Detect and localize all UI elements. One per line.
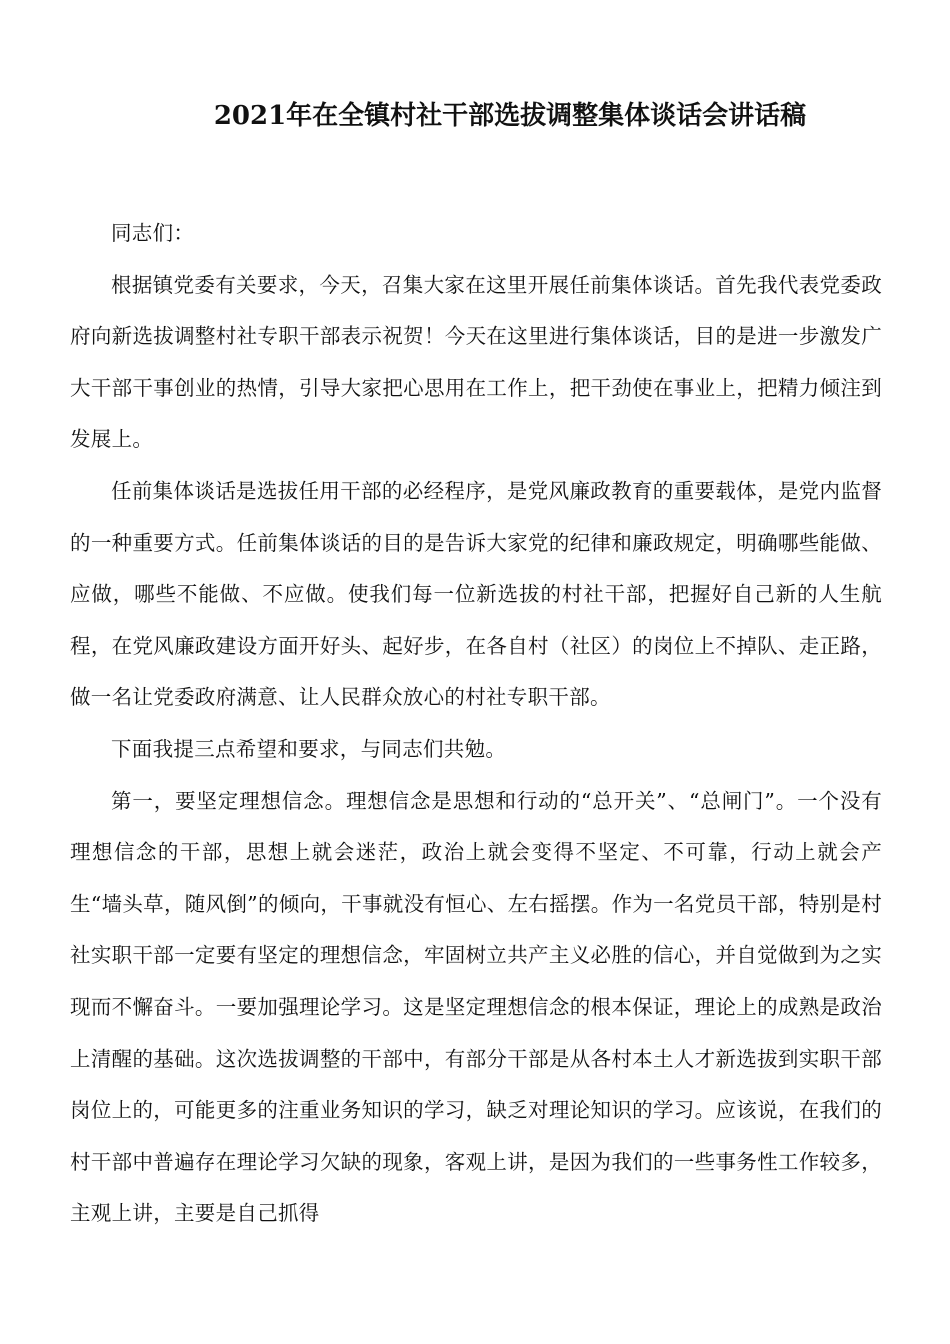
purpose-paragraph: 任前集体谈话是选拔任用干部的必经程序，是党风廉政教育的重要载体，是党内监督的一种重要方式。任前集体谈话的目的是告诉大家党的纪律和廉政规定，明确哪些能做、应做，哪些不能做、不应做。使我们每一位新选拔的村社干部，把握好自己新的人生航程，在党风廉政建设方面开好头、起好步，在各自村（社区）的岗位上不掉队、走正路，做一名让党委政府满意、让人民群众放心的村社专职干部。	[70, 478, 882, 710]
document-title: 2021年在全镇村社干部选拔调整集体谈话会讲话稿	[213, 101, 807, 131]
transition-paragraph: 下面我提三点希望和要求，与同志们共勉。	[111, 736, 507, 761]
salutation-paragraph: 同志们：	[111, 221, 195, 245]
document-body	[70, 208, 882, 1240]
intro-paragraph: 根据镇党委有关要求，今天，召集大家在这里开展任前集体谈话。首先我代表党委政府向新选拔调整村社专职干部表示祝贺！今天在这里进行集体谈话，目的是进一步激发广大干部干事创业的热情，引导大家把心思用在工作上，把干劲使在事业上，把精力倾注到发展上。	[70, 272, 882, 452]
first-point-paragraph: 第一，要坚定理想信念。理想信念是思想和行动的“总开关”、“总闸门”。一个没有理想信念的干部，思想上就会迷茫，政治上就会变得不坚定、不可靠，行动上就会产生“墙头草，随风倒”的倾向，干事就没有恒心、左右摇摆。作为一名党员干部，特别是村社实职干部一定要有坚定的理想信念，牢固树立共产主义必胜的信心，并自觉做到为之实现而不懈奋斗。一要加强理论学习。这是坚定理想信念的根本保证，理论上的成熟是政治上清醒的基础。这次选拔调整的干部中，有部分干部是从各村本土人才新选拔到实职干部岗位上的，可能更多的注重业务知识的学习，缺乏对理论知识的学习。应该说，在我们的村干部中普遍存在理论学习欠缺的现象，客观上讲，是因为我们的一些事务性工作较多，主观上讲，主要是自己抓得	[70, 788, 882, 1226]
